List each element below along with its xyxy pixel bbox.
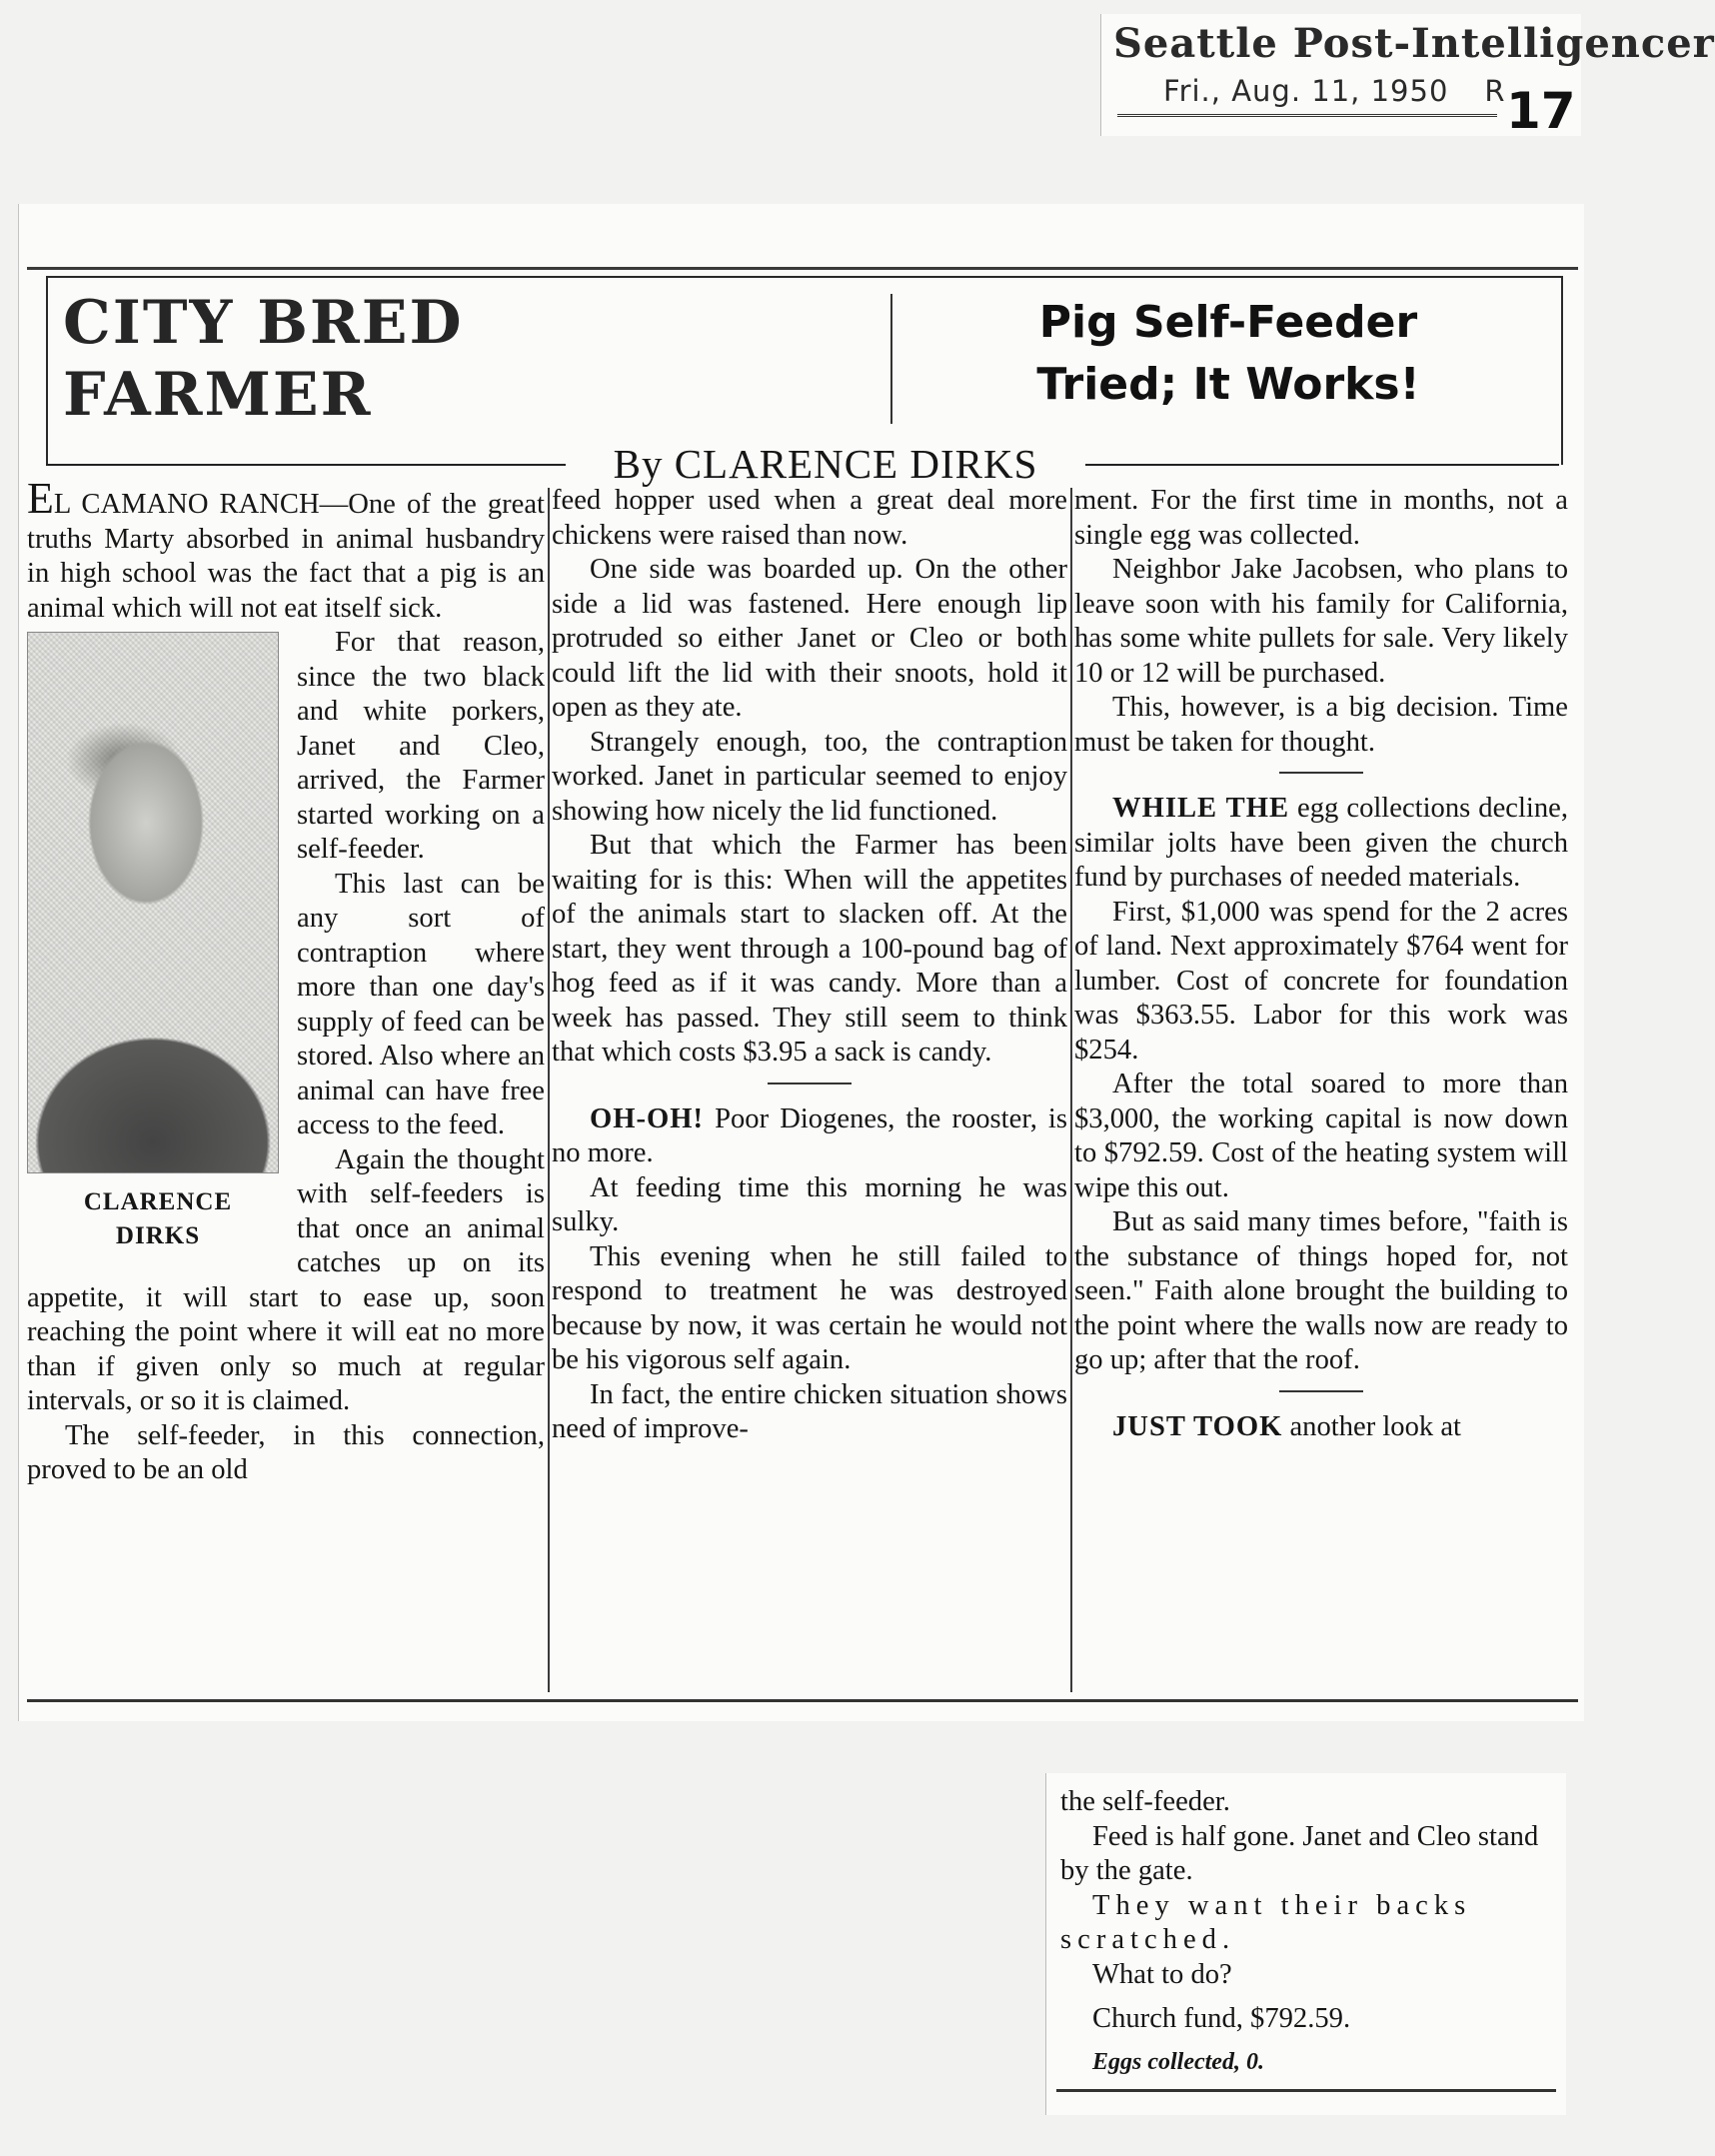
column3-paragraph-7: But as said many times before, "faith is the substance of things hoped for, not seen." Faith alone brought the building to the point where the walls now are ready to go up; after that the roof. xyxy=(1074,1206,1568,1375)
section-lead-just-took: JUST TOOK xyxy=(1112,1410,1283,1442)
column1-paragraph-5: The self-feeder, in this connection, proved to be an old xyxy=(27,1419,545,1485)
drop-cap: E xyxy=(27,474,54,523)
issue-date-line xyxy=(1163,74,1506,108)
author-portrait-photo xyxy=(27,632,279,1173)
masthead-rule xyxy=(1117,114,1497,117)
column1-paragraph-3: This last can be any sort of contraption where more than one day's supply of feed can be stored. Also where an animal can have free access to the feed. xyxy=(297,868,545,1140)
column1-paragraph-1 xyxy=(27,474,545,626)
byline-rule-left xyxy=(46,464,566,466)
column2-paragraph-2: One side was boarded up. On the other side a lid was fastened. Here enough lip protruded so either Janet or Cleo or both could lift the lid with their snoots, hold it open as they ate. xyxy=(552,554,1067,723)
column-title-line2: FARMER xyxy=(63,360,373,430)
column3-paragraph-3: This, however, is a big decision. Time must be taken for thought. xyxy=(1074,692,1568,758)
column3-paragraph-2: Neighbor Jake Jacobsen, who plans to leave soon with his family for California, has some white pullets for sale. Very likely 10 or 12 will be purchased. xyxy=(1074,554,1568,689)
continuation-line-6: Eggs collected, 0. xyxy=(1092,2048,1264,2075)
column3-paragraph-6: After the total soared to more than $3,000, the working capital is now down to $792.59. Cost of the heating system will wipe this out. xyxy=(1074,1069,1568,1203)
column3-paragraph-5: First, $1,000 was spend for the 2 acres of land. Next approximately $764 went for lumber. Cost of concrete for foundation was $363.55. Labor for this work was $254. xyxy=(1074,896,1568,1066)
headline-line1: Pig Self-Feeder xyxy=(1038,297,1418,348)
byline-rule-right xyxy=(1085,464,1559,466)
column1-paragraph-1-text: L CAMANO RANCH—One of the great truths Marty absorbed in animal husbandry in high school was the fact that a pig is an animal which will not eat itself sick. xyxy=(27,489,545,624)
column-title xyxy=(63,287,464,431)
article-column-3 xyxy=(1074,484,1568,1444)
top-rule xyxy=(27,267,1578,270)
continuation-line-3: They want their backs scratched. xyxy=(1060,1889,1472,1955)
column2-paragraph-3: Strangely enough, too, the contraption worked. Janet in particular seemed to enjoy showing how nicely the lid functioned. xyxy=(552,726,1067,827)
column2-paragraph-4: But that which the Farmer has been waiting for is this: When will the appetites of the animals start to slacken off. At the start, they went through a 100-pound bag of hog feed as if it was candy. More than a week has passed. They still seem to think that which costs $3.95 a sack is candy. xyxy=(552,830,1067,1068)
continuation-line-2: Feed is half gone. Janet and Cleo stand by the gate. xyxy=(1060,1820,1539,1886)
continuation-text xyxy=(1060,1785,1560,2079)
column-rule-2 xyxy=(1070,488,1072,1692)
edition-letter: R xyxy=(1484,74,1506,108)
column3-paragraph-8 xyxy=(1074,1410,1568,1445)
column1-paragraph-4: Again the thought with self-feeders is that once an animal catches up on its appetite, it will start to ease up, soon reaching the point where it will eat no more than if given only so much at regular intervals, or so it is claimed. xyxy=(27,1143,545,1416)
headline xyxy=(1018,292,1438,416)
article-column-1 xyxy=(27,474,545,1488)
bottom-rule xyxy=(27,1699,1578,1702)
section-lead-ohoh: OH-OH! xyxy=(590,1102,705,1134)
continuation-line-5: Church fund, $792.59. xyxy=(1092,2003,1351,2034)
column3-paragraph-4-text: egg collections decline, similar jolts have been given the church fund by purchases of needed materials. xyxy=(1074,793,1568,893)
column1-paragraph-2: For that reason, since the two black and white porkers, Janet and Cleo, arrived, the Farmer started working on a self-feeder. xyxy=(297,627,545,865)
headline-line2: Tried; It Works! xyxy=(1036,359,1420,410)
section-separator xyxy=(1279,1390,1363,1392)
column-title-line1: CITY BRED xyxy=(63,288,464,358)
issue-date: Fri., Aug. 11, 1950 xyxy=(1163,74,1449,108)
byline-row xyxy=(46,440,1563,488)
photo-caption-line2: DIRKS xyxy=(115,1222,201,1249)
photo-caption-line1: CLARENCE xyxy=(83,1188,233,1215)
section-lead-while-the: WHILE THE xyxy=(1112,793,1290,824)
column2-paragraph-5-text: Poor Diogenes, the rooster, is no more. xyxy=(552,1102,1067,1168)
column2-paragraph-7: This evening when he still failed to respond to treatment he was destroyed because by now, it was certain he would not be his vigorous self again. xyxy=(552,1240,1067,1375)
column2-paragraph-5 xyxy=(552,1102,1067,1171)
continuation-line-4: What to do? xyxy=(1092,1958,1232,1990)
article-column-2 xyxy=(552,484,1067,1447)
masthead-clipping xyxy=(1100,14,1715,140)
column2-paragraph-6: At feeding time this morning he was sulky. xyxy=(552,1171,1067,1237)
continuation-clipping xyxy=(1045,1773,1566,2115)
section-separator xyxy=(1279,772,1363,774)
column2-paragraph-8: In fact, the entire chicken situation shows need of improve- xyxy=(552,1378,1067,1444)
column3-paragraph-1: ment. For the first time in months, not a single egg was collected. xyxy=(1074,485,1568,551)
section-separator xyxy=(768,1082,852,1084)
column3-paragraph-4 xyxy=(1074,792,1568,896)
continuation-line-1: the self-feeder. xyxy=(1060,1786,1230,1817)
column3-paragraph-8-text: another look at xyxy=(1282,1410,1461,1442)
newspaper-name: Seattle Post-Intelligencer xyxy=(1113,20,1715,67)
header-divider xyxy=(890,294,892,424)
author-photo-block xyxy=(27,626,289,1257)
byline: By CLARENCE DIRKS xyxy=(613,441,1038,487)
column2-paragraph-1: feed hopper used when a great deal more chickens were raised than now. xyxy=(552,485,1067,551)
page-number: 17 xyxy=(1506,82,1576,140)
photo-caption xyxy=(27,1185,289,1253)
article-clipping xyxy=(18,204,1584,1721)
column-rule-1 xyxy=(548,488,550,1692)
end-rule xyxy=(1056,2089,1556,2092)
